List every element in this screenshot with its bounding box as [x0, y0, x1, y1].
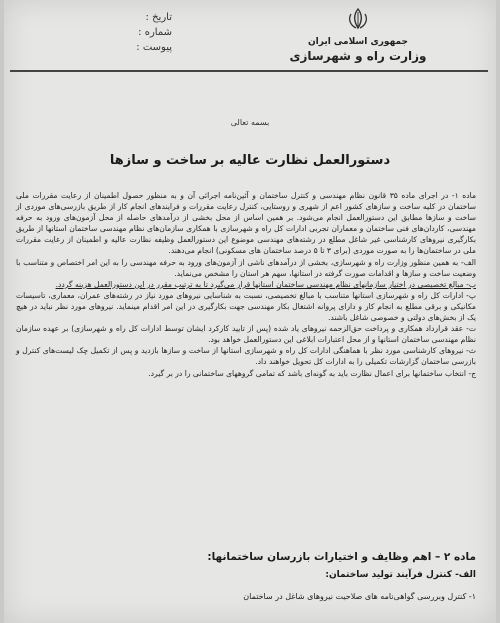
basmala: بسمه تعالی — [230, 118, 270, 127]
republic-name: جمهوری اسلامی ایران — [307, 37, 409, 47]
article-1-paragraph: ماده ۱- در اجرای ماده ۳۵ قانون نظام مهندسی و کنترل ساختمان و آئین‌نامه اجرائی آن و به منظور حصول اطمینان از رعایت مقررات ملی ساختمان در کلیه ساخت و سازهای کشور اعم از شهری و روستایی، کنترل رعایت مقررات و فرایندهای انجام کار از طریق بازرسی‌های موردی از ساخت و سازها مطابق این دستورالعمل انجام می‌شود. بر همین اساس از محل بخشی از درآمدهای حاصله از محل آزمون‌های ورود به حرفه مهندسی، کاردان‌های فنی ساختمان و معماران تجربی ادارات کل راه و شهرسازی با همکاری سازمان‌های نظام مهندسی ساختمان استانها از طریق بکارگیری نیروهای کارشناسی غیر شاغل مطلع در رشته‌های مهندسی موضوع این دستورالعمل وظیفه نظارت عالیه و اطمینان از رعایت مقررات ملی در ساختمان‌ها را به صورت موردی (برای ۳ تا ۵ درصد ساختمان های مسکونی) انجام می‌دهند. — [16, 191, 477, 256]
number-label: شماره : — [138, 27, 172, 38]
letter-meta — [92, 10, 172, 55]
clause-jim: ج- انتخاب ساختمانها برای اعمال نظارت باید به گونه‌ای باشد که تمامی گروههای ساختمانی را در بر گیرد. — [148, 368, 476, 378]
document-title: دستورالعمل نظارت عالیه بر ساخت و سازها — [109, 153, 391, 168]
clause-pe: پ- ادارات کل راه و شهرسازی استانها متناسب با مبالغ تخصیصی، نسبت به شناسایی نیروهای مورد نیاز در رشته‌های عمران، معماری، تاسیسات مکانیکی و برقی مطلع به انجام کار و دارای پروانه اشتغال بکار مهندسی جهت بکارگیری در این امر اقدام مینماید. نیروهای مورد نظر نباید در هیچ یک از بخش‌های دولتی و خصوصی شاغل باشند. — [16, 290, 476, 323]
letterhead — [258, 8, 458, 64]
clause-be: ب- مبالغ تخصیصی در اختیار سازمانهای نظام مهندسی ساختمان استانها قرار می‌گیرد تا به ترتیب مقرر در این دستورالعمل هزینه گردد. — [55, 279, 476, 289]
clause-alef: الف- به همین منظور وزارت راه و شهرسازی، بخشی از درآمدهای ناشی از آزمون‌های ورود به حرفه مهندسی را به این امر اختصاص و متناسب با وضعیت ساخت و سازها و اقدامات صورت گرفته در استانها، سهم هر استان را مشخص می‌نماید. — [16, 257, 476, 278]
date-label: تاریخ : — [145, 12, 172, 23]
header-divider — [10, 70, 488, 72]
article-2-heading: ماده ۲ – اهم وظایف و اختیارات بازرسان ساختمانها: — [207, 551, 476, 563]
ministry-name: وزارت راه و شهرسازی — [289, 49, 427, 63]
article-2-item-1: ۱- کنترل وبررسی گواهی‌نامه های صلاحیت نیروهای شاغل در ساختمان — [243, 592, 476, 601]
document-body — [16, 190, 476, 379]
clause-se: ث- نیروهای کارشناسی مورد نظر با هماهنگی ادارات کل راه و شهرسازی استانها از ساخت و سازها بازدید و پس از تکمیل چک لیست‌های کنترل و بازرسی ساختمان گزارشات تکمیلی را به ادارات کل تحویل خواهند داد. — [16, 346, 476, 367]
article-2-subheading: الف- کنترل فرآیند تولید ساختمان: — [325, 570, 476, 580]
attachment-label: پیوست : — [136, 42, 172, 53]
clause-te: ت- عقد قرارداد همکاری و پرداخت حق‌الزحمه نیروهای یاد شده (پس از تایید کارکرد ایشان توسط ادارات کل راه و شهرسازی) بر عهده سازمان نظام مهندسی ساختمان استانها و از محل اعتبارات ابلاغی این دستورالعمل خواهد بود. — [16, 324, 476, 345]
national-emblem-icon — [345, 8, 371, 30]
letter-page — [4, 0, 496, 623]
